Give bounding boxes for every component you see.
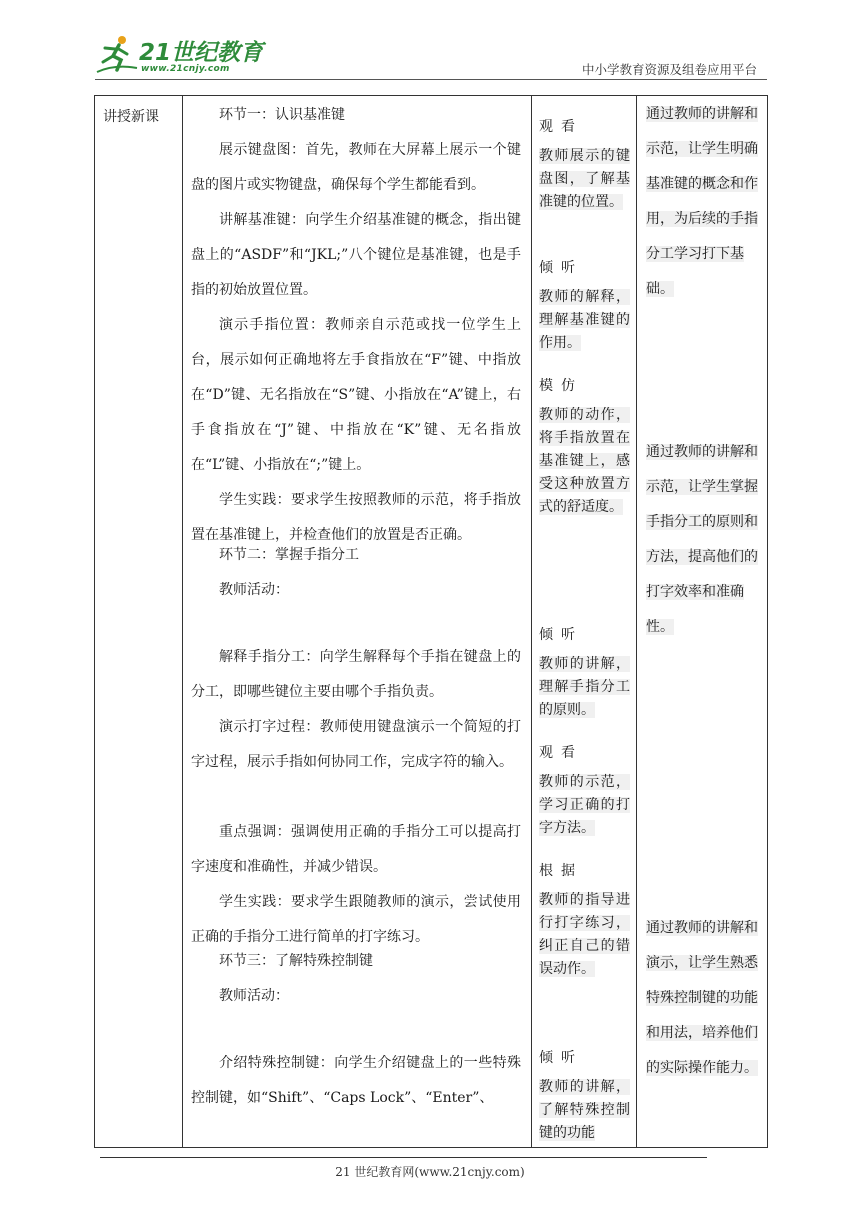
student-activity: [539, 109, 630, 214]
student-activity-text: 教师的解释，理解基准键的作用。: [539, 289, 630, 351]
teacher-activity-cell: [183, 96, 532, 1148]
student-activity-lead: 倾听: [539, 627, 583, 643]
activity-paragraph: 展示键盘图：首先，教师在大屏幕上展示一个键盘的图片或实物键盘，确保每个学生都能看到。: [191, 142, 521, 193]
student-activity: [539, 368, 630, 519]
student-activity-cell: [532, 96, 637, 1148]
header-divider: [95, 79, 767, 80]
logo-text: 21世纪教育: [139, 40, 264, 66]
logo-url: www.21cnjy.com: [141, 64, 230, 74]
student-activity: [539, 735, 630, 840]
footer-divider: [100, 1157, 707, 1158]
activity-paragraph: 重点强调：强调使用正确的手指分工可以提高打字速度和准确性，并减少错误。: [191, 824, 521, 875]
activity-paragraph: 介绍特殊控制键：向学生介绍键盘上的一些特殊控制键，如“Shift”、“Caps Lock”、“Enter”、: [191, 1055, 521, 1106]
activity-paragraph: 讲解基准键：向学生介绍基准键的概念，指出键盘上的“ASDF”和“JKL;”八个键位是基准键，也是手指的初始放置位置。: [191, 212, 521, 298]
student-activity-text: 教师的示范，学习正确的打字方法。: [539, 774, 630, 836]
student-activity: [539, 853, 630, 981]
activity-paragraph: 演示手指位置：教师亲自示范或找一位学生上台，展示如何正确地将左手食指放在“F”键、中指放在“D”键、无名指放在“S”键、小指放在“A”键上，右手食指放在“J”键、中指放在“K”键、无名指放在“L”键、小指放在“;”键上。: [191, 317, 521, 473]
student-activity: [539, 1040, 630, 1145]
runner-logo-icon: [95, 34, 139, 76]
platform-title: 中小学教育资源及组卷应用平台: [581, 62, 757, 77]
student-activity-lead: 倾听: [539, 260, 583, 276]
student-activity-text: 教师的指导进行打字练习，纠正自己的错误动作。: [539, 892, 630, 977]
student-activity-lead: 倾听: [539, 1050, 583, 1066]
student-activity-lead: 观看: [539, 745, 583, 761]
design-intent: [646, 435, 762, 645]
section-heading: 环节二：掌握手指分工: [219, 547, 359, 563]
activity-paragraph: 学生实践：要求学生按照教师的示范，将手指放置在基准键上，并检查他们的放置是否正确。: [191, 492, 521, 543]
student-activity-lead: 观看: [539, 119, 583, 135]
student-activity-lead: 根据: [539, 863, 583, 879]
student-activity-text: 教师的讲解，理解手指分工的原则。: [539, 656, 630, 718]
design-intent: [646, 911, 762, 1086]
page-header: [95, 30, 767, 78]
activity-paragraph: 解释手指分工：向学生解释每个手指在键盘上的分工，即哪些键位主要由哪个手指负责。: [191, 649, 521, 700]
student-activity-text: 教师的动作，将手指放置在基准键上，感受这种放置方式的舒适度。: [539, 407, 630, 515]
design-intent-cell: [637, 96, 768, 1148]
lesson-table: [94, 95, 768, 1148]
activity-paragraph: 学生实践：要求学生跟随教师的演示，尝试使用正确的手指分工进行简单的打字练习。: [191, 894, 521, 945]
student-activity-text: 教师的讲解，了解特殊控制键的功能: [539, 1079, 630, 1141]
stage-label: 讲授新课: [103, 109, 159, 125]
footer-text: 21 世纪教育网(www.21cnjy.com): [335, 1165, 525, 1179]
activity-label: 教师活动：: [219, 988, 289, 1004]
student-activity-lead: 模仿: [539, 378, 583, 394]
activity-label: 教师活动：: [219, 582, 289, 598]
design-intent-text: 通过教师的讲解和演示，让学生熟悉特殊控制键的功能和用法，培养他们的实际操作能力。: [646, 920, 758, 1076]
design-intent-text: 通过教师的讲解和示范，让学生掌握手指分工的原则和方法，提高他们的打字效率和准确性。: [646, 444, 758, 635]
student-activity: [539, 617, 630, 722]
logo: [95, 30, 265, 78]
section-heading: 环节三：了解特殊控制键: [219, 953, 373, 969]
activity-paragraph: 演示打字过程：教师使用键盘演示一个简短的打字过程，展示手指如何协同工作，完成字符的输入。: [191, 719, 521, 770]
section-heading: 环节一：认识基准键: [219, 107, 345, 123]
table-row: [95, 96, 768, 1148]
student-activity: [539, 250, 630, 355]
student-activity-text: 教师展示的键盘图，了解基准键的位置。: [539, 148, 630, 210]
stage-cell: [95, 96, 183, 1148]
design-intent: [646, 97, 762, 307]
design-intent-text: 通过教师的讲解和示范，让学生明确基准键的概念和作用，为后续的手指分工学习打下基础。: [646, 106, 758, 297]
